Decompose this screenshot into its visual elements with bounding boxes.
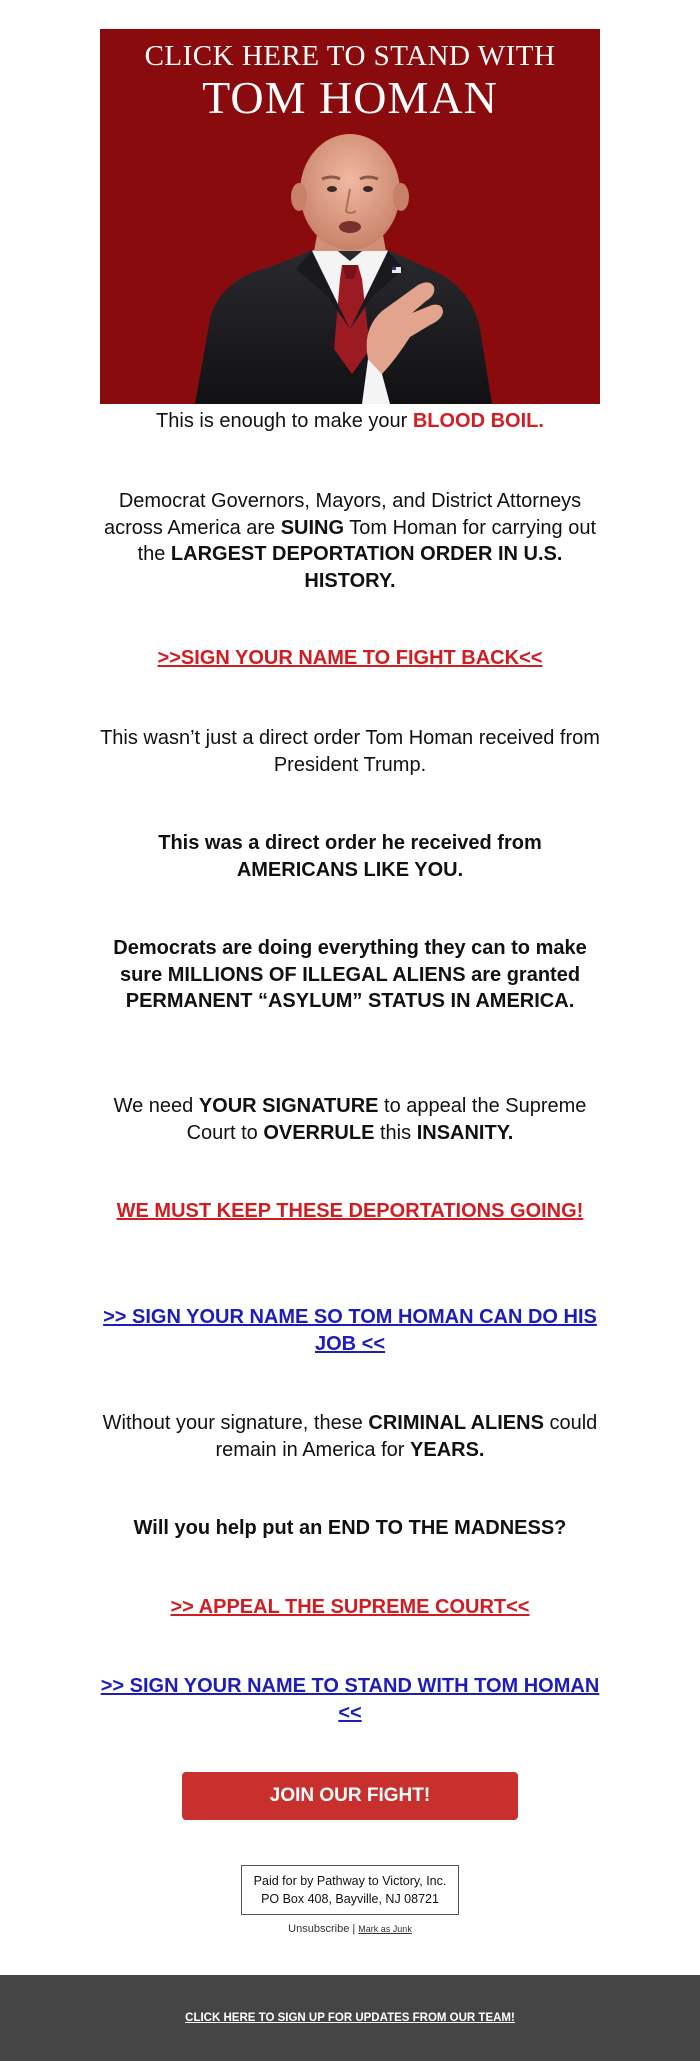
signature-text-f: INSANITY.: [416, 1121, 514, 1144]
intro-text: This is enough to make your: [156, 410, 413, 432]
lawsuit-text-c: Tom Homan for carrying out the: [137, 516, 597, 565]
madness-text-b: END TO THE MADNESS?: [327, 1517, 567, 1539]
paid-for-by-line2: PO Box 408, Bayville, NJ 08721: [261, 1892, 439, 1906]
unsubscribe-row: [0, 1923, 700, 1935]
signature-text-c: to appeal the Supreme Court to: [186, 1095, 587, 1144]
signature-paragraph: [100, 1093, 600, 1146]
hero-headline-line2: TOM HOMAN: [202, 72, 498, 123]
signature-text-a: We need: [113, 1095, 199, 1117]
footer-bar: [0, 1975, 700, 2061]
asylum-paragraph: [100, 935, 600, 1015]
unsubscribe-link[interactable]: Unsubscribe: [288, 1923, 350, 1935]
americans-text-b: AMERICANS LIKE YOU.: [236, 858, 464, 881]
appeal-supreme-court-link[interactable]: >> APPEAL THE SUPREME COURT<<: [170, 1596, 530, 1618]
criminal-text-d: YEARS.: [410, 1438, 485, 1461]
sign-homan-job-link[interactable]: >> SIGN YOUR NAME SO TOM HOMAN CAN DO HIS JOB <<: [103, 1306, 597, 1355]
asylum-text-d: PERMANENT “ASYLUM” STATUS IN AMERICA.: [125, 990, 575, 1012]
fight-back-link[interactable]: >>SIGN YOUR NAME TO FIGHT BACK<<: [157, 647, 543, 669]
join-fight-button[interactable]: JOIN OUR FIGHT!: [182, 1772, 518, 1820]
criminal-aliens-paragraph: [100, 1410, 600, 1463]
criminal-text-c: could remain in America for: [215, 1412, 598, 1461]
signature-text-d: OVERRULE: [263, 1121, 375, 1144]
unsubscribe-separator: |: [349, 1923, 359, 1935]
criminal-text-b: CRIMINAL ALIENS: [368, 1412, 544, 1434]
lawsuit-text-a: Democrat Governors, Mayors, and District Attorneys across America are: [103, 490, 582, 539]
asylum-text-b: MILLIONS OF ILLEGAL ALIENS: [167, 963, 466, 986]
signup-updates-link[interactable]: CLICK HERE TO SIGN UP FOR UPDATES FROM OUR TEAM!: [185, 2012, 515, 2024]
speaker-photo: [100, 29, 600, 404]
asylum-text-c: are granted: [465, 963, 581, 986]
keep-deportations-link[interactable]: WE MUST KEEP THESE DEPORTATIONS GOING!: [116, 1200, 584, 1222]
sign-stand-with-link[interactable]: >> SIGN YOUR NAME TO STAND WITH TOM HOMAN <<: [100, 1675, 600, 1724]
madness-paragraph: [100, 1515, 600, 1542]
mark-as-junk-link[interactable]: Mark as Junk: [358, 1924, 412, 1934]
hero-headline-line1: CLICK HERE TO STAND WITH: [144, 40, 556, 72]
madness-text-a: Will you help put an: [133, 1517, 328, 1539]
americans-text-a: This was a direct order he received from: [158, 832, 542, 854]
americans-paragraph: [100, 830, 600, 883]
lawsuit-text-suing: SUING: [280, 516, 345, 539]
paid-for-by-line1: Paid for by Pathway to Victory, Inc.: [253, 1874, 447, 1888]
hero-banner[interactable]: [100, 29, 600, 404]
signature-text-e: this: [374, 1121, 417, 1144]
asylum-text-a: Democrats are doing everything they can to make sure: [113, 937, 587, 986]
homan-job-line: [100, 1304, 600, 1357]
criminal-text-a: Without your signature, these: [102, 1412, 369, 1434]
blood-boil-emphasis: BLOOD BOIL.: [412, 410, 544, 432]
lawsuit-paragraph: [100, 488, 600, 594]
appeal-line: [100, 1594, 600, 1621]
signature-text-b: YOUR SIGNATURE: [198, 1095, 379, 1117]
fight-back-line: [100, 645, 600, 672]
paid-for-by-box: [241, 1865, 459, 1915]
direct-order-paragraph: This wasn’t just a direct order Tom Homan received from President Trump.: [100, 727, 600, 776]
stand-with-line: [100, 1673, 600, 1726]
keep-going-line: [100, 1198, 600, 1225]
lawsuit-text-largest: LARGEST DEPORTATION ORDER IN U.S. HISTORY.: [170, 543, 563, 592]
intro-line: [100, 408, 600, 435]
